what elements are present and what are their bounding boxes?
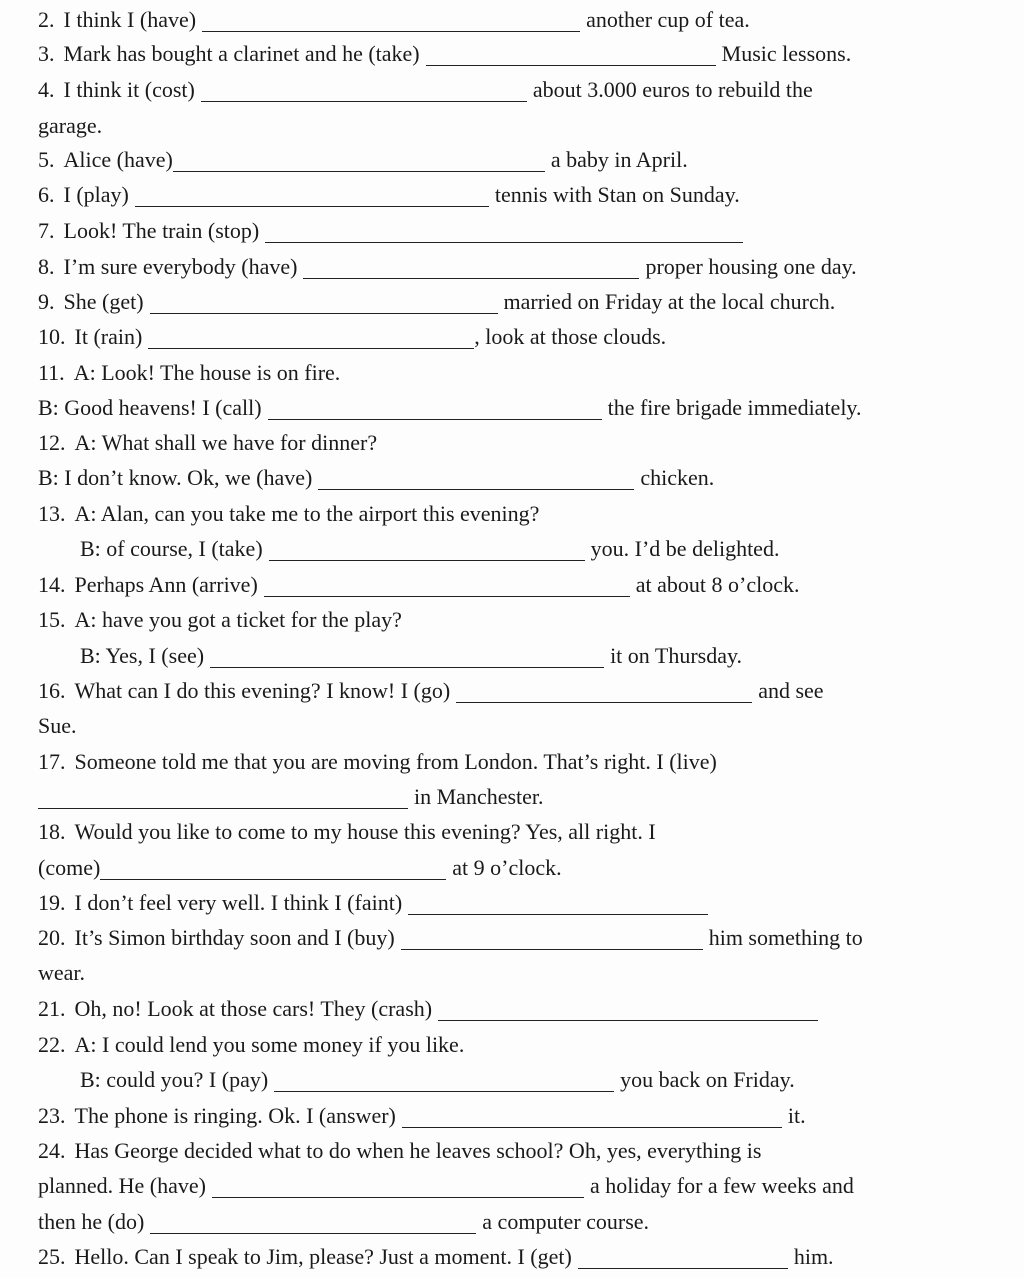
exercise-12-b (38, 458, 990, 492)
dialogue-line-b: B: could you? I (pay) (80, 1067, 269, 1092)
exercise-number: 13. (38, 501, 66, 526)
answer-blank[interactable] (269, 540, 585, 561)
answer-blank[interactable] (408, 894, 708, 915)
prompt-text: She (get) (63, 289, 144, 314)
exercise-24 (38, 1131, 990, 1165)
answer-blank[interactable] (148, 328, 474, 349)
prompt-text: a baby in April. (550, 147, 688, 172)
exercise-number: 16. (38, 678, 66, 703)
exercise-15 (38, 600, 990, 634)
prompt-text: It’s Simon birthday soon and I (buy) (74, 925, 395, 950)
prompt-text: at 9 o’clock. (452, 855, 562, 880)
exercise-8 (38, 247, 990, 281)
answer-blank[interactable] (210, 647, 604, 668)
exercise-number: 14. (38, 572, 66, 597)
exercise-14 (38, 565, 990, 599)
prompt-text: Has George decided what to do when he leaves school? Oh, yes, everything is (74, 1138, 762, 1163)
answer-blank[interactable] (212, 1177, 584, 1198)
dialogue-line-a: A: have you got a ticket for the play? (74, 607, 402, 632)
prompt-text: proper housing one day. (645, 254, 857, 279)
exercise-number: 11. (38, 360, 65, 385)
exercise-4-continued (38, 106, 990, 140)
prompt-text: Sue. (38, 713, 77, 738)
dialogue-line-b: B: I don’t know. Ok, we (have) (38, 465, 313, 490)
exercise-5 (38, 140, 990, 174)
answer-blank[interactable] (456, 682, 752, 703)
exercise-number: 5. (38, 147, 55, 172)
exercise-22-b (38, 1060, 990, 1094)
prompt-text: in Manchester. (414, 784, 544, 809)
dialogue-line-b: B: Yes, I (see) (80, 643, 205, 668)
answer-blank[interactable] (201, 81, 527, 102)
exercise-10 (38, 317, 990, 351)
exercise-12 (38, 423, 990, 457)
exercise-22 (38, 1025, 990, 1059)
exercise-number: 12. (38, 430, 66, 455)
prompt-text: Mark has bought a clarinet and he (take) (63, 41, 420, 66)
exercise-15-b (38, 636, 990, 670)
exercise-number: 7. (38, 218, 55, 243)
exercise-number: 8. (38, 254, 55, 279)
prompt-text: then he (do) (38, 1209, 145, 1234)
prompt-text: the fire brigade immediately. (607, 395, 862, 420)
answer-blank[interactable] (402, 1107, 782, 1128)
prompt-text: tennis with Stan on Sunday. (494, 182, 740, 207)
prompt-text: at about 8 o’clock. (635, 572, 800, 597)
exercise-16 (38, 671, 990, 705)
prompt-text: Alice (have) (63, 147, 173, 172)
prompt-text: Someone told me that you are moving from London. That’s right. I (live) (74, 749, 717, 774)
dialogue-line-b: B: of course, I (take) (80, 536, 263, 561)
exercise-number: 17. (38, 749, 66, 774)
dialogue-line-b: B: Good heavens! I (call) (38, 395, 262, 420)
exercise-24-line-3 (38, 1202, 990, 1236)
prompt-text: I think I (have) (63, 7, 197, 32)
exercise-11 (38, 353, 990, 387)
exercise-number: 9. (38, 289, 55, 314)
exercise-18-continued (38, 848, 990, 882)
answer-blank[interactable] (38, 788, 408, 809)
prompt-text: him. (793, 1244, 834, 1269)
exercise-number: 19. (38, 890, 66, 915)
prompt-text: It (rain) (74, 324, 143, 349)
prompt-text: Hello. Can I speak to Jim, please? Just a moment. I (get) (74, 1244, 572, 1269)
answer-blank[interactable] (264, 576, 630, 597)
answer-blank[interactable] (426, 45, 716, 66)
exercise-3 (38, 34, 990, 68)
answer-blank[interactable] (173, 151, 545, 172)
exercise-number: 3. (38, 41, 55, 66)
answer-blank[interactable] (438, 1000, 818, 1021)
exercise-7 (38, 211, 990, 245)
prompt-text: it. (787, 1103, 806, 1128)
prompt-text: I think it (cost) (63, 77, 195, 102)
prompt-text: , look at those clouds. (474, 324, 667, 349)
prompt-text: Music lessons. (721, 41, 852, 66)
exercise-13 (38, 494, 990, 528)
exercise-6 (38, 175, 990, 209)
exercise-4 (38, 70, 990, 104)
exercise-13-b (38, 529, 990, 563)
prompt-text: I’m sure everybody (have) (63, 254, 298, 279)
answer-blank[interactable] (401, 929, 703, 950)
exercise-18 (38, 812, 990, 846)
exercise-number: 20. (38, 925, 66, 950)
prompt-text: garage. (38, 113, 103, 138)
exercise-11-b (38, 388, 990, 422)
answer-blank[interactable] (265, 222, 743, 243)
answer-blank[interactable] (150, 1213, 476, 1234)
prompt-text: you back on Friday. (620, 1067, 795, 1092)
prompt-text: him something to (708, 925, 863, 950)
prompt-text: it on Thursday. (610, 643, 743, 668)
prompt-text: and see (758, 678, 824, 703)
dialogue-line-a: A: Look! The house is on fire. (73, 360, 341, 385)
prompt-text: Look! The train (stop) (63, 218, 260, 243)
exercise-number: 21. (38, 996, 66, 1021)
prompt-text: (come) (38, 855, 101, 880)
prompt-text: planned. He (have) (38, 1173, 206, 1198)
dialogue-line-a: A: What shall we have for dinner? (74, 430, 378, 455)
prompt-text: Oh, no! Look at those cars! They (crash) (74, 996, 433, 1021)
prompt-text: chicken. (640, 465, 715, 490)
exercise-21 (38, 989, 990, 1023)
answer-blank[interactable] (268, 399, 602, 420)
exercise-25 (38, 1237, 990, 1271)
exercise-17 (38, 742, 990, 776)
exercise-number: 15. (38, 607, 66, 632)
prompt-text: What can I do this evening? I know! I (go) (74, 678, 451, 703)
prompt-text: I don’t feel very well. I think I (faint) (74, 890, 403, 915)
dialogue-line-a: A: I could lend you some money if you like. (74, 1032, 465, 1057)
answer-blank[interactable] (150, 293, 498, 314)
exercise-20 (38, 918, 990, 952)
answer-blank[interactable] (135, 186, 489, 207)
exercise-number: 22. (38, 1032, 66, 1057)
exercise-17-continued (38, 777, 990, 811)
exercise-9 (38, 282, 990, 316)
answer-blank[interactable] (318, 469, 634, 490)
prompt-text: Perhaps Ann (arrive) (74, 572, 258, 597)
exercise-19 (38, 883, 990, 917)
answer-blank[interactable] (578, 1248, 788, 1269)
exercise-number: 18. (38, 819, 66, 844)
prompt-text: The phone is ringing. Ok. I (answer) (74, 1103, 396, 1128)
prompt-text: a holiday for a few weeks and (589, 1173, 854, 1198)
exercise-number: 6. (38, 182, 55, 207)
exercise-number: 23. (38, 1103, 66, 1128)
prompt-text: another cup of tea. (586, 7, 750, 32)
exercise-2 (38, 0, 990, 34)
prompt-text: a computer course. (482, 1209, 650, 1234)
exercise-16-continued (38, 706, 990, 740)
prompt-text: wear. (38, 960, 86, 985)
answer-blank[interactable] (100, 859, 446, 880)
prompt-text: Would you like to come to my house this evening? Yes, all right. I (74, 819, 656, 844)
dialogue-line-a: A: Alan, can you take me to the airport this evening? (74, 501, 540, 526)
exercise-number: 2. (38, 7, 55, 32)
exercise-24-line-2 (38, 1166, 990, 1200)
exercise-number: 24. (38, 1138, 66, 1163)
prompt-text: married on Friday at the local church. (503, 289, 836, 314)
prompt-text: you. I’d be delighted. (590, 536, 780, 561)
exercise-20-continued (38, 953, 990, 987)
prompt-text: I (play) (63, 182, 129, 207)
answer-blank[interactable] (202, 11, 580, 32)
exercise-number: 4. (38, 77, 55, 102)
exercise-number: 25. (38, 1244, 66, 1269)
exercise-23 (38, 1096, 990, 1130)
exercise-number: 10. (38, 324, 66, 349)
answer-blank[interactable] (303, 258, 639, 279)
prompt-text: about 3.000 euros to rebuild the (532, 77, 813, 102)
answer-blank[interactable] (274, 1071, 614, 1092)
